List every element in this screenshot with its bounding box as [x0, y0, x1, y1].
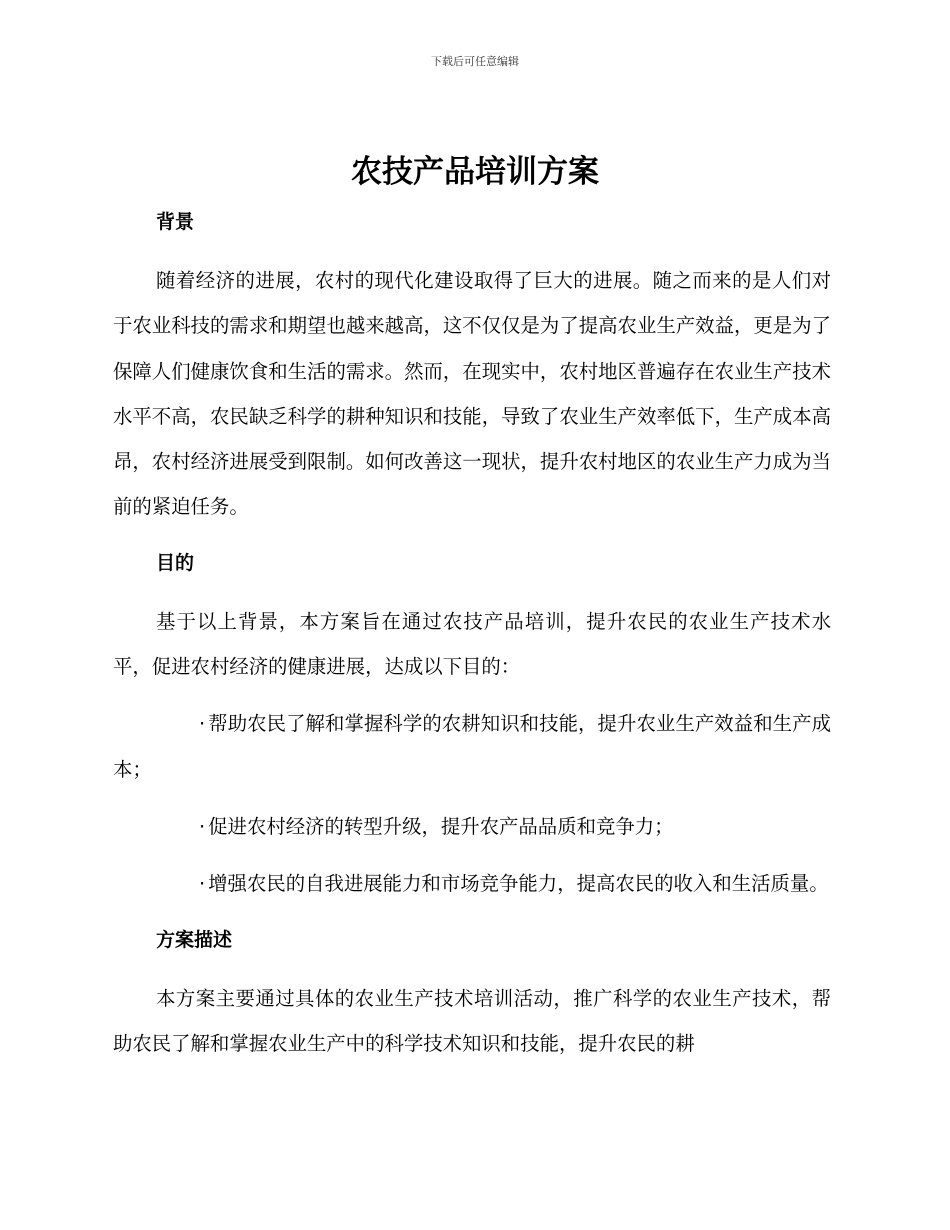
- purpose-bullet-item: [113, 804, 831, 849]
- bullet-dot: ·: [199, 872, 206, 896]
- section-heading-background: 背景: [156, 211, 195, 233]
- bullet-dot: ·: [199, 712, 206, 736]
- bullet-text: 促进农村经济的转型升级，提升农产品品质和竞争力；: [208, 814, 674, 838]
- purpose-bullet-item: [113, 701, 831, 792]
- bullet-text: 增强农民的自我进展能力和市场竞争能力，提高农民的收入和生活质量。: [208, 872, 829, 896]
- document-title: 农技产品培训方案: [351, 154, 599, 190]
- section-heading-plan: 方案描述: [156, 928, 233, 951]
- bullet-dot: ·: [199, 814, 206, 838]
- bullet-text: 帮助农民了解和掌握科学的农耕知识和技能，提升农业生产效益和生产成本；: [113, 712, 831, 781]
- purpose-intro-paragraph: 基于以上背景，本方案旨在通过农技产品培训，提升农民的农业生产技术水平，促进农村经济的健康进展，达成以下目的：: [113, 609, 831, 679]
- plan-paragraph: 本方案主要通过具体的农业生产技术培训活动，推广科学的农业生产技术，帮助农民了解和掌握农业生产中的科学技术知识和技能，提升农民的耕: [113, 986, 831, 1055]
- document-body: [113, 201, 831, 1078]
- section-heading-purpose: 目的: [156, 551, 195, 574]
- background-paragraph: 随着经济的进展，农村的现代化建设取得了巨大的进展。随之而来的是人们对于农业科技的需求和期望也越来越高，这不仅仅是为了提高农业生产效益，更是为了保障人们健康饮食和生活的需求。然而，在现实中，农村地区普遍存在农业生产技术水平不高，农民缺乏科学的耕种知识和技能，导致了农业生产效率低下，生产成本高昂，农村经济进展受到限制。如何改善这一现状，提升农村地区的农业生产力成为当前的紧迫任务。: [113, 269, 831, 519]
- purpose-bullet-item: [113, 861, 831, 906]
- header-note: 下载后可任意编辑: [431, 55, 519, 68]
